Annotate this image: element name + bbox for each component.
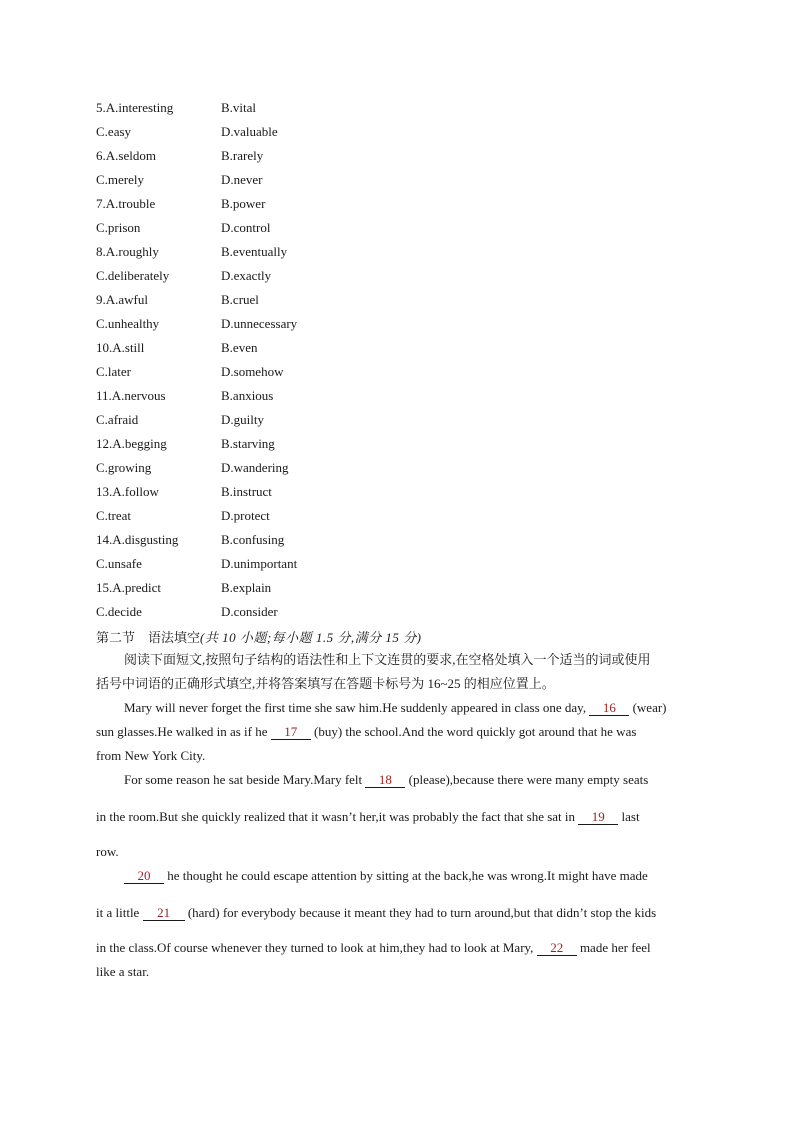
passage-line: like a star. xyxy=(96,964,150,979)
section-title xyxy=(96,627,422,646)
passage-line: in the class.Of course whenever they turned to look at him,they had to look at Mary, 22 made her feel xyxy=(96,940,651,955)
answer-blank-20: 20 xyxy=(124,869,164,884)
answer-blank-21: 21 xyxy=(143,906,185,921)
passage-line: For some reason he sat beside Mary.Mary felt 18 (please),because there were many empty seats xyxy=(124,772,649,787)
answer-blank-22: 22 xyxy=(537,941,577,956)
passage-line: row. xyxy=(96,844,119,859)
instruction-line: 括号中词语的正确形式填空,并将答案填写在答题卡标号为 16~25 的相应位置上。 xyxy=(96,676,555,691)
answer-blank-19: 19 xyxy=(578,810,618,825)
passage-line: in the room.But she quickly realized that it wasn’t her,it was probably the fact that she sat in 19 last xyxy=(96,809,640,824)
section-title-text: 第二节 语法填空 xyxy=(96,630,201,645)
section-note: (共 10 小题;每小题 1.5 分,满分 15 分) xyxy=(200,630,422,645)
passage-line: sun glasses.He walked in as if he 17 (buy) the school.And the word quickly got around that he was xyxy=(96,724,637,739)
instruction-line: 阅读下面短文,按照句子结构的语法性和上下文连贯的要求,在空格处填入一个适当的词或使用 xyxy=(124,652,651,667)
answer-blank-18: 18 xyxy=(365,773,405,788)
answer-blank-17: 17 xyxy=(271,725,311,740)
passage-line: it a little 21 (hard) for everybody because it meant they had to turn around,but that didn’t stop the kids xyxy=(96,905,657,920)
answer-blank-16: 16 xyxy=(589,701,629,716)
passage-line: from New York City. xyxy=(96,748,206,763)
passage-line: 20 he thought he could escape attention by sitting at the back,he was wrong.It might have made xyxy=(124,868,648,884)
passage-line: Mary will never forget the first time she saw him.He suddenly appeared in class one day, 16 (wear) xyxy=(124,700,667,715)
